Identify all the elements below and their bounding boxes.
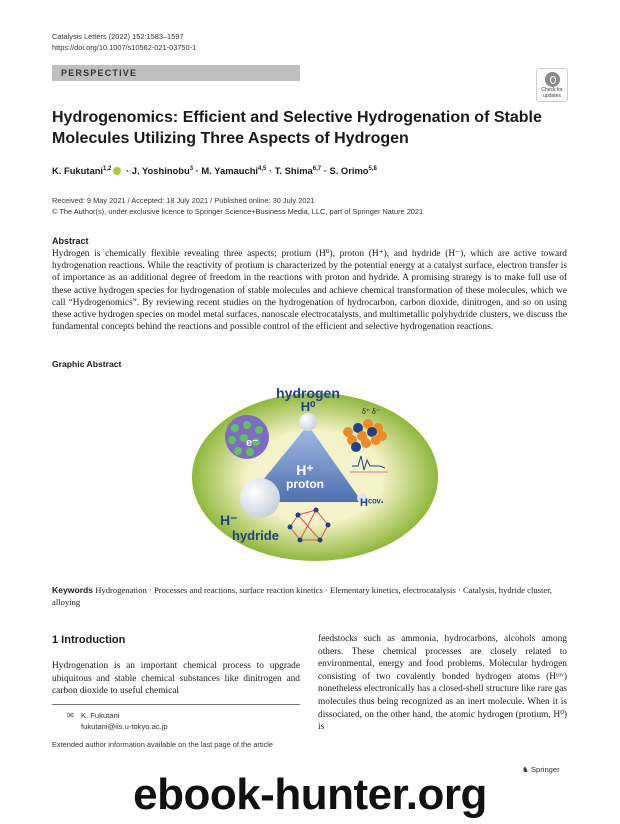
label-covalent: Hᶜᵒᵛ· xyxy=(360,497,385,509)
intro-right-column: feedstocks such as ammonia, hydrocarbons, alcohols among others. These chemical processes are closely related to environmental, energy and food problems. Molecular hydrogen consisting of two covalently bonded hydrogen atoms (Hᶜᵒᵛ) nonetheless electronically has a closed-shell structure like rare gas molecules thus being recognized as an inert molecule. When it is dissociated, on the other hand, the atomic hydrogen (protium, H⁰) is xyxy=(318,634,567,733)
label-electron: e⁻ xyxy=(246,437,258,449)
graphic-abstract-heading: Graphic Abstract xyxy=(52,359,122,369)
author-affiliation: 6,7 xyxy=(312,165,322,172)
section-label: PERSPECTIVE xyxy=(61,68,138,78)
abstract-text: Hydrogen is chemically flexible revealing three aspects; protium (H⁰), proton (H⁺), and hydride (H⁻), which are active toward hydrogenation reactions. While the reactivity of protium is characterized by the potential energy at a catalyst surface, electron transfer is of importance as an additional degree of freedom in the reactions with proton and hydride. A promising strategy is to make full use of these active hydrogen species for hydrogenation of stable molecules and achieve chemical transformation of these molecules, which we call “Hydrogenomics”. By reviewing recent studies on the hydrogenation of hydrocarbon, carbon dioxide, dinitrogen, and so on using these active hydrogen species on model metal surfaces, nanoscale electrocatalysts, and multimetallic polyhydride clusters, we discuss the fundamental concepts behind the reactions and possible control of the efficient and selective hydrogenation reactions. xyxy=(52,249,567,333)
label-hydride: hydride xyxy=(232,528,279,543)
section-label-bar xyxy=(52,65,300,81)
publication-dates xyxy=(52,196,423,217)
footnote-divider xyxy=(52,704,300,705)
label-protium: H⁰ xyxy=(300,399,316,414)
graphic-abstract-figure xyxy=(190,380,440,565)
protium-sphere xyxy=(299,413,317,431)
copyright-line: © The Author(s), under exclusive licence to Springer Science+Business Media, LLC, part of Springer Nature 2021 xyxy=(52,206,424,216)
extended-author-info: Extended author information available on the last page of the article xyxy=(52,740,274,749)
author-name[interactable]: J. Yoshinobu xyxy=(131,165,190,176)
author-name[interactable]: T. Shima xyxy=(274,165,313,176)
check-updates-icon xyxy=(545,72,560,87)
abstract-heading: Abstract xyxy=(52,236,89,246)
check-updates-label: Check for updates xyxy=(541,87,563,99)
corresponding-name: K. Fukutani xyxy=(81,711,120,720)
date-line: Received: 9 May 2021 / Accepted: 18 July 2021 / Published online: 30 July 2021 xyxy=(52,196,315,205)
author-name[interactable]: M. Yamauchi xyxy=(201,165,259,176)
keywords xyxy=(52,584,567,609)
orcid-icon[interactable] xyxy=(113,167,121,175)
corresponding-author xyxy=(67,711,168,732)
author-affiliation: 3 xyxy=(189,165,194,172)
corresponding-email[interactable]: fukutani@iis.u-tokyo.ac.jp xyxy=(81,721,168,731)
journal-citation: Catalysis Letters (2022) 152:1583–1597 xyxy=(52,32,184,41)
author-name[interactable]: K. Fukutani xyxy=(52,165,104,176)
publisher-name: Springer xyxy=(530,765,560,774)
intro-left-column: Hydrogenation is an important chemical process to upgrade ubiquitous and stable chemical substances like dinitrogen and carbon dioxide to useful chemical xyxy=(52,661,300,697)
keywords-label: Keywords xyxy=(52,585,94,595)
keywords-text: Hydrogenation · Processes and reactions, surface reaction kinetics · Elementary kinetics, electrocatalysis · Catalysis, hydride cluster, alloying xyxy=(52,585,552,608)
doi-link[interactable]: https://doi.org/10.1007/s10562-021-03750-1 xyxy=(52,42,197,52)
journal-header xyxy=(52,32,196,53)
springer-horse-icon: ♞ xyxy=(522,765,529,774)
author-affiliation: 4,5 xyxy=(258,165,267,172)
hydride-sphere xyxy=(240,478,280,518)
envelope-icon: ✉ xyxy=(67,711,74,720)
label-proton: proton xyxy=(286,477,324,491)
label-delta: δ⁺ δ⁻ xyxy=(362,407,380,416)
label-proton-symbol: H⁺ xyxy=(296,462,314,478)
label-hydrogen: hydrogen xyxy=(276,385,340,401)
label-hydride-symbol: H⁻ xyxy=(220,512,238,528)
author-affiliation: 1,2 xyxy=(103,165,112,172)
introduction-heading: 1 Introduction xyxy=(52,634,126,646)
article-title: Hydrogenomics: Efficient and Selective Hydrogenation of Stable Molecules Utilizing Three Aspects of Hydrogen xyxy=(52,109,542,147)
watermark: ebook-hunter.org xyxy=(133,770,487,819)
check-for-updates-badge[interactable] xyxy=(536,68,568,102)
author-list: K. Fukutani$^{1,2}$ · J. Yoshinobu$^3$ · M. Yamauchi$^{4,5}$ · T. Shima$^{6,7}$ · S. Orimo$^{5,8}$ xyxy=(52,165,377,176)
author-name[interactable]: S. Orimo xyxy=(329,165,369,176)
author-affiliation: 5,8 xyxy=(368,165,377,172)
